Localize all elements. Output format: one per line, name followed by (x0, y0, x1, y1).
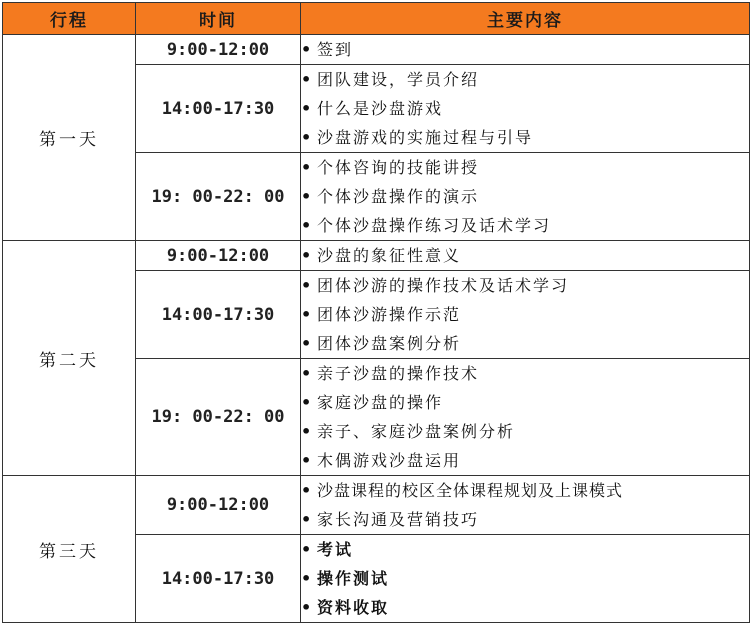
session-items (301, 241, 750, 271)
bullet-icon: • (301, 451, 314, 470)
list-item: • 家长沟通及营销技巧 (301, 505, 749, 534)
session-items (301, 359, 750, 476)
bullet-icon: • (301, 187, 314, 206)
list-item: • 家庭沙盘的操作 (301, 388, 749, 417)
schedule-table (2, 2, 750, 623)
list-item: • 个体沙盘操作的演示 (301, 182, 749, 211)
list-item: • 木偶游戏沙盘运用 (301, 446, 749, 475)
header-row (3, 3, 750, 35)
header-itinerary: 行程 (3, 3, 136, 35)
bullet-icon: • (301, 276, 314, 295)
session-items (301, 535, 750, 623)
bullet-icon: • (301, 364, 314, 383)
session-items (301, 35, 750, 65)
session-items (301, 153, 750, 241)
list-item: • 团体沙盘案例分析 (301, 329, 749, 358)
bullet-icon: • (301, 334, 314, 353)
list-item: • 签到 (301, 35, 749, 64)
list-item: • 操作测试 (301, 564, 749, 593)
table-row (3, 476, 750, 535)
list-item: • 沙盘的象征性意义 (301, 241, 749, 270)
bullet-icon: • (301, 305, 314, 324)
session-time: 14:00-17:30 (136, 535, 301, 623)
bullet-icon: • (301, 216, 314, 235)
session-time: 14:00-17:30 (136, 271, 301, 359)
bullet-icon: • (301, 128, 314, 147)
session-time: 19: 00-22: 00 (136, 359, 301, 476)
day-label: 第一天 (3, 35, 136, 241)
bullet-icon: • (301, 40, 314, 59)
bullet-icon: • (301, 510, 314, 529)
list-item: • 亲子、家庭沙盘案例分析 (301, 417, 749, 446)
bullet-icon: • (301, 481, 313, 500)
bullet-icon: • (301, 158, 314, 177)
list-item: • 个体沙盘操作练习及话术学习 (301, 211, 749, 240)
bullet-icon: • (301, 70, 314, 89)
list-item: • 团体沙游的操作技术及话术学习 (301, 271, 749, 300)
bullet-icon: • (301, 393, 314, 412)
bullet-icon: • (301, 598, 314, 617)
list-item: • 资料收取 (301, 593, 749, 622)
session-items (301, 271, 750, 359)
table-row (3, 241, 750, 271)
session-time: 19: 00-22: 00 (136, 153, 301, 241)
day-label: 第二天 (3, 241, 136, 476)
list-item: • 团体沙游操作示范 (301, 300, 749, 329)
header-time: 时间 (136, 3, 301, 35)
list-item: • 亲子沙盘的操作技术 (301, 359, 749, 388)
bullet-icon: • (301, 569, 314, 588)
list-item: • 团队建设，学员介绍 (301, 65, 749, 94)
session-time: 14:00-17:30 (136, 65, 301, 153)
session-items (301, 476, 750, 535)
bullet-icon: • (301, 540, 314, 559)
list-item: • 什么是沙盘游戏 (301, 94, 749, 123)
list-item: • 沙盘游戏的实施过程与引导 (301, 123, 749, 152)
session-time: 9:00-12:00 (136, 476, 301, 535)
day-label: 第三天 (3, 476, 136, 623)
session-time: 9:00-12:00 (136, 241, 301, 271)
bullet-icon: • (301, 99, 314, 118)
list-item: • 考试 (301, 535, 749, 564)
header-content: 主要内容 (301, 3, 750, 35)
session-time: 9:00-12:00 (136, 35, 301, 65)
session-items (301, 65, 750, 153)
list-item: • 个体咨询的技能讲授 (301, 153, 749, 182)
bullet-icon: • (301, 422, 314, 441)
table-row (3, 35, 750, 65)
bullet-icon: • (301, 246, 314, 265)
list-item: • 沙盘课程的校区全体课程规划及上课模式 (301, 476, 749, 505)
